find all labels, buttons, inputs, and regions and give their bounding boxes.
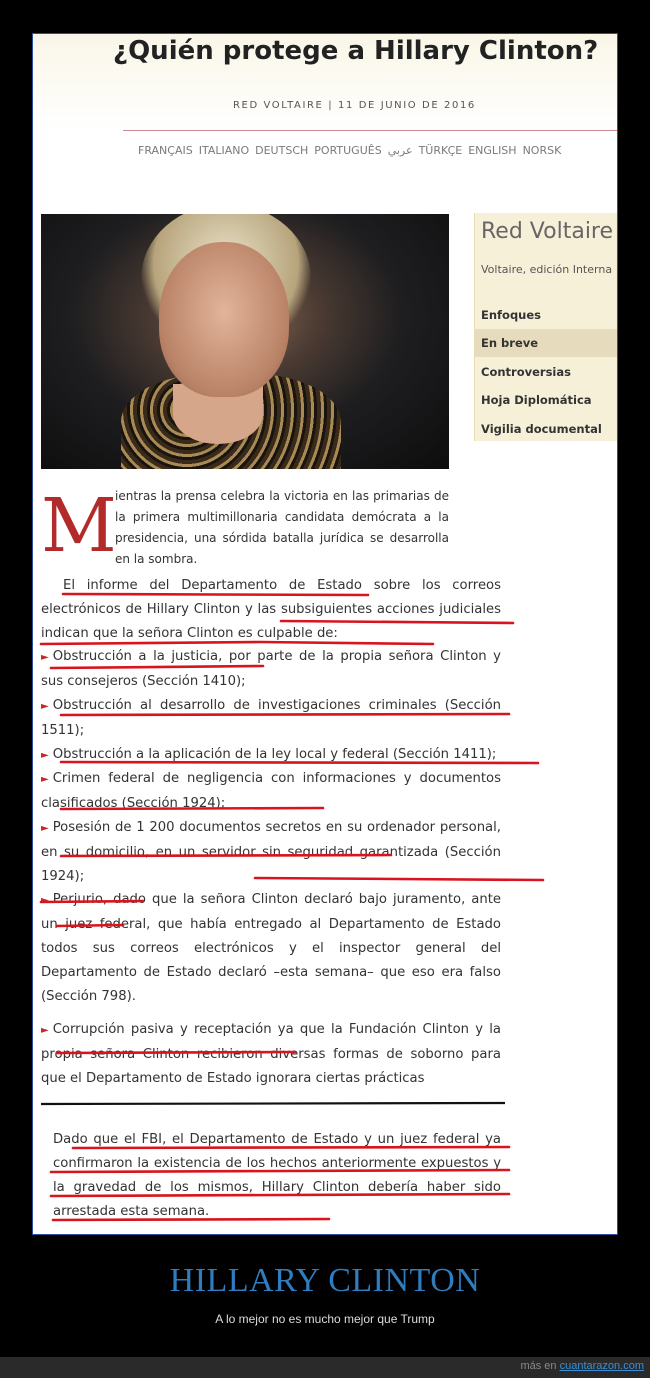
list-item: ► Obstrucción al desarrollo de investigaciones criminales (Sección 1511); bbox=[41, 697, 501, 738]
header-divider bbox=[123, 130, 618, 131]
list-item: ► Obstrucción a la aplicación de la ley local y federal (Sección 1411); bbox=[41, 746, 497, 762]
article-photo bbox=[41, 214, 449, 469]
bullet-icon: ► bbox=[41, 700, 49, 712]
sidebar-item-en-breve[interactable]: En breve bbox=[475, 329, 618, 357]
article-lead: El informe del Departamento de Estado sobre los correos electrónicos de Hillary Clinton y las subsiguientes acciones judiciales indican que la señora Clinton es culpable de: bbox=[41, 578, 501, 641]
lang-link-de[interactable]: DEUTSCH bbox=[255, 144, 309, 157]
footer-bar bbox=[0, 1357, 650, 1378]
sidebar-item-hoja-diplomatica[interactable]: Hoja Diplomática bbox=[481, 393, 592, 407]
photo-face bbox=[159, 242, 289, 397]
bullet-icon: ► bbox=[41, 749, 49, 761]
drop-cap: M bbox=[41, 483, 117, 569]
screenshot-frame bbox=[32, 33, 618, 1235]
lang-link-ar[interactable]: عربي bbox=[387, 144, 413, 157]
lang-link-fr[interactable]: FRANÇAIS bbox=[138, 144, 193, 157]
meme-title: HILLARY CLINTON bbox=[169, 1262, 481, 1299]
lang-link-tr[interactable]: TÜRKÇE bbox=[418, 144, 463, 157]
meme-subtitle: A lo mejor no es mucho mejor que Trump bbox=[215, 1312, 435, 1326]
language-bar bbox=[138, 144, 608, 160]
list-item: ► Perjurio, dado que la señora Clinton declaró bajo juramento, ante un juez federal, que había entregado al Departamento de Estado todos sus correos electrónicos y el inspector general del Departamento de Estado declaró –esta semana– que eso era falso (Sección 798). bbox=[41, 892, 501, 1004]
list-item: ► Corrupción pasiva y receptación ya que la Fundación Clinton y la propia señora Clinton recibieron diversas formas de soborno para que el Departamento de Estado ignorara ciertas prácticas bbox=[41, 1022, 501, 1086]
lang-link-it[interactable]: ITALIANO bbox=[198, 144, 250, 157]
article-conclusion: Dado que el FBI, el Departamento de Estado y un juez federal ya confirmaron la existencia de los hechos anteriormente expuestos y la gravedad de los mismos, Hillary Clinton debería haber sido arrestada esta semana. bbox=[53, 1132, 501, 1219]
lang-link-en[interactable]: ENGLISH bbox=[468, 144, 517, 157]
site-credit bbox=[520, 1360, 644, 1372]
credit-prefix: más en bbox=[520, 1360, 557, 1372]
bullet-icon: ► bbox=[41, 895, 49, 907]
sidebar-item-enfoques[interactable]: Enfoques bbox=[481, 308, 542, 322]
lang-link-no[interactable]: NORSK bbox=[522, 144, 562, 157]
bullet-icon: ► bbox=[41, 1025, 49, 1037]
underline-mark bbox=[41, 1103, 505, 1104]
sidebar-item-vigilia-documental[interactable]: Vigilia documental bbox=[481, 422, 602, 436]
lang-link-pt[interactable]: PORTUGUÊS bbox=[314, 144, 382, 157]
article-body bbox=[41, 574, 501, 1091]
list-item: ► Posesión de 1 200 documentos secretos en su ordenador personal, en su domicilio, en un servidor sin seguridad garantizada (Sección 1924); bbox=[41, 819, 501, 884]
sidebar-title: Red Voltaire bbox=[481, 219, 614, 244]
site-link[interactable]: cuantarazon.com bbox=[559, 1360, 644, 1372]
article-title: ¿Quién protege a Hillary Clinton? bbox=[113, 36, 599, 66]
bullet-icon: ► bbox=[41, 652, 49, 664]
bullet-icon: ► bbox=[41, 822, 49, 834]
article-meta: RED VOLTAIRE | 11 DE JUNIO DE 2016 bbox=[233, 100, 476, 111]
article-intro: ientras la prensa celebra la victoria en las primarias de la primera multimillonaria candidata demócrata a la presidencia, una sórdida batalla jurídica se desarrolla en la sombra. bbox=[115, 489, 449, 566]
sidebar bbox=[474, 213, 618, 441]
sidebar-item-controversias[interactable]: Controversias bbox=[481, 365, 571, 379]
bullet-icon: ► bbox=[41, 774, 49, 786]
list-item: ► Obstrucción a la justicia, por parte de la propia señora Clinton y sus consejeros (Sección 1410); bbox=[41, 649, 501, 690]
sidebar-subtitle: Voltaire, edición Interna bbox=[481, 263, 613, 276]
list-item: ► Crimen federal de negligencia con informaciones y documentos clasificados (Sección 1924); bbox=[41, 771, 501, 812]
